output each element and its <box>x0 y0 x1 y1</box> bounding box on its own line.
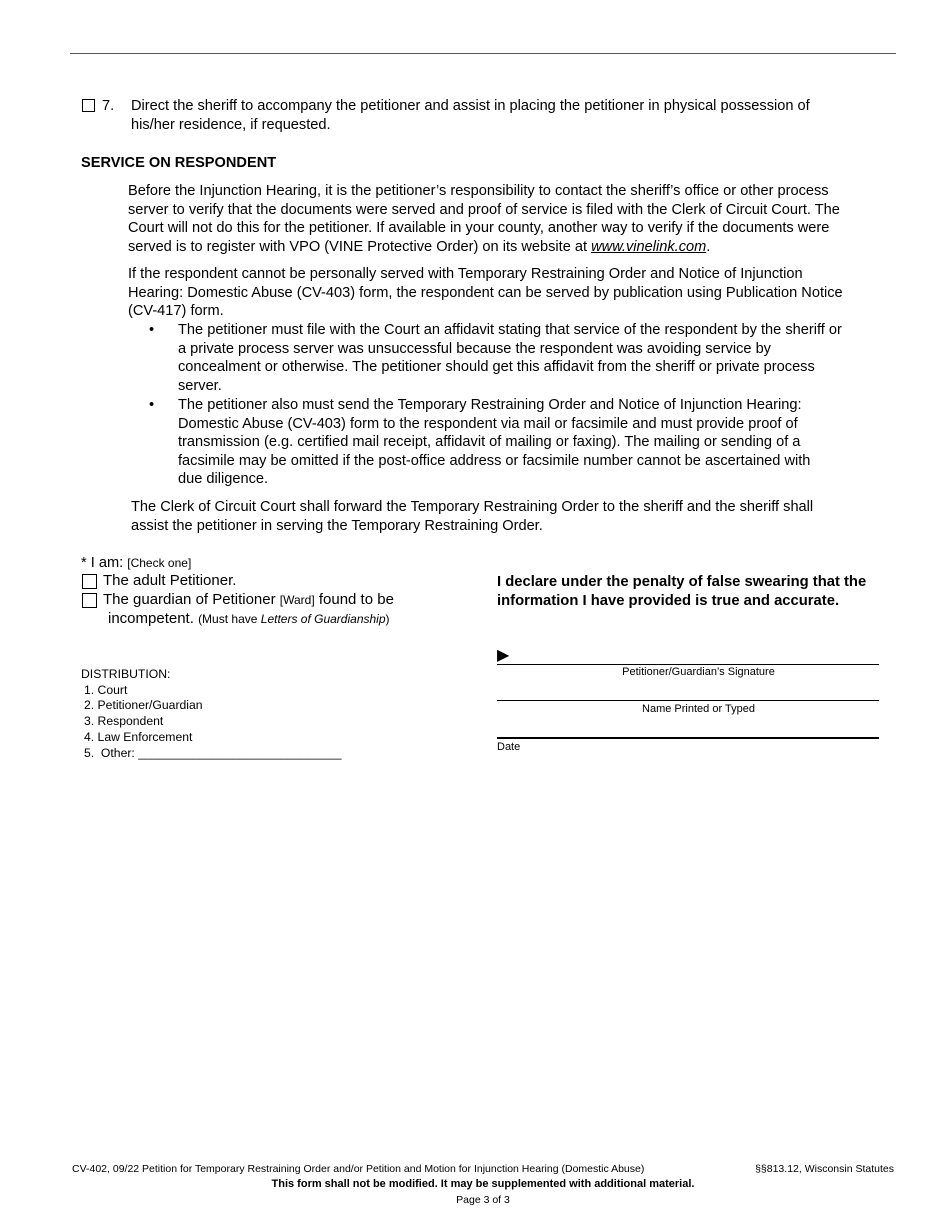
name-printed-line[interactable] <box>497 700 879 701</box>
declaration-text: I declare under the penalty of false swearing that the information I have provided is true and accurate. <box>497 574 867 609</box>
bullet-item: • The petitioner also must send the Temporary Restraining Order and Notice of Injunction Hearing: Domestic Abuse (CV-403) form to the respondent via mail or facsimile and must provide proof of transmission (e.g. certified mail receipt, affidavit of mailing or faxing). The mailing or sending of a facsimile may be omitted if the post-office address or facsimile number cannot be ascertained with due diligence. <box>149 397 811 487</box>
service-paragraph-1: Before the Injunction Hearing, it is the petitioner’s responsibility to contact the sheriff’s office or other process server to verify that the documents were served and proof of service is filed with the Clerk of Circuit Court. The Court will not do this for the petitioner. If available in your county, another way to verify if the documents were served is to register with VPO (VINE Protective Order) on its website at www.vinelink.com. <box>128 183 840 255</box>
guardian-label-line2: incompetent. (Must have Letters of Guardianship) <box>108 610 390 627</box>
list-item: 5. Other: ______________________________ <box>84 745 342 760</box>
page-number: Page 3 of 3 <box>456 1194 510 1206</box>
guardian-checkbox[interactable] <box>82 593 97 613</box>
item7-text: Direct the sheriff to accompany the petitioner and assist in placing the petitioner in physical possession of his/her residence, if requested. <box>131 98 810 133</box>
name-printed-label: Name Printed or Typed <box>642 703 755 715</box>
service-paragraph-2: If the respondent cannot be personally served with Temporary Restraining Order and Notice of Injunction Hearing: Domestic Abuse (CV-403) form, the respondent can be served by publication using Publication Notice (CV-417) form. <box>128 266 843 319</box>
list-item: 3. Respondent <box>84 714 164 729</box>
footer-form-id: CV-402, 09/22 Petition for Temporary Restraining Order and/or Petition and Motion for Injunction Hearing (Domestic Abuse) <box>72 1163 645 1175</box>
iam-label: * I am: [Check one] <box>81 555 192 571</box>
footer-notice: This form shall not be modified. It may be supplemented with additional material. <box>271 1178 695 1190</box>
footer-statute: §§813.12, Wisconsin Statutes <box>755 1163 894 1175</box>
distribution-heading: DISTRIBUTION: <box>81 667 171 681</box>
adult-petitioner-label: The adult Petitioner. <box>103 572 237 589</box>
list-item: 4. Law Enforcement <box>84 729 193 744</box>
signature-arrow-icon: ▶ <box>497 647 510 664</box>
signature-label: Petitioner/Guardian’s Signature <box>622 666 775 678</box>
signature-line[interactable] <box>497 664 879 665</box>
adult-petitioner-checkbox[interactable] <box>82 574 97 594</box>
service-paragraph-3: The Clerk of Circuit Court shall forward the Temporary Restraining Order to the sheriff and the sheriff shall assist the petitioner in serving the Temporary Restraining Order. <box>131 499 814 534</box>
service-heading: SERVICE ON RESPONDENT <box>81 155 277 171</box>
guardian-label: The guardian of Petitioner [Ward] found to be <box>103 591 394 608</box>
vinelink-link[interactable]: www.vinelink.com <box>591 238 707 255</box>
item7-checkbox[interactable] <box>82 99 95 117</box>
date-label: Date <box>497 741 521 753</box>
distribution-list <box>81 667 342 761</box>
list-item: 1. Court <box>84 682 128 697</box>
top-rule <box>70 53 896 54</box>
bullet-item: • The petitioner must file with the Court an affidavit stating that service of the respondent by the sheriff or a private process server was unsuccessful because the respondent was avoiding service by concealment or otherwise. The petitioner should get this affidavit from the sheriff or private process server. <box>149 322 842 394</box>
item7-number: 7. <box>102 98 115 114</box>
list-item: 2. Petitioner/Guardian <box>84 698 203 713</box>
service-bullets <box>128 321 898 490</box>
date-line[interactable] <box>497 737 879 739</box>
